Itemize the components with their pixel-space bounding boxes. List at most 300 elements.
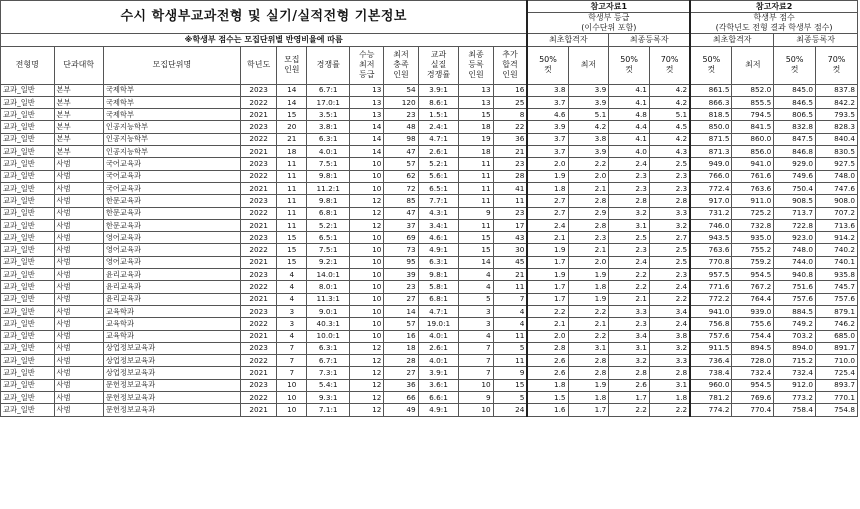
cell-csat-min: 12 [350, 404, 384, 416]
cell-track: 교과_일반 [1, 404, 55, 416]
cell-real-rate: 4.6:1 [418, 232, 459, 244]
cell-ref1-final-70: 2.2 [649, 404, 690, 416]
cell-quota: 11 [277, 182, 307, 194]
cell-additional: 45 [493, 256, 527, 268]
cell-min-met: 39 [384, 269, 418, 281]
cell-ref1-first-50: 3.8 [527, 84, 568, 96]
cell-ref2-first-low: 764.4 [732, 293, 774, 305]
table-row [1, 318, 858, 330]
cell-min-met: 69 [384, 232, 418, 244]
cell-additional: 16 [493, 84, 527, 96]
col-ref2-final-70-l2: 컷 [832, 65, 841, 75]
cell-track: 교과_일반 [1, 84, 55, 96]
cell-additional: 25 [493, 96, 527, 108]
cell-college: 본부 [54, 121, 103, 133]
cell-ref1-final-70: 2.3 [649, 170, 690, 182]
cell-additional: 21 [493, 146, 527, 158]
cell-ref1-first-low: 1.9 [568, 293, 609, 305]
cell-ref1-first-50: 2.1 [527, 318, 568, 330]
table-row [1, 244, 858, 256]
cell-track: 교과_일반 [1, 244, 55, 256]
cell-ref2-first-50: 949.0 [690, 158, 732, 170]
cell-csat-min: 10 [350, 182, 384, 194]
cell-ref2-first-low: 728.0 [732, 355, 774, 367]
cell-registered: 4 [459, 269, 493, 281]
cell-ref2-first-50: 871.5 [690, 133, 732, 145]
cell-ref1-first-low: 2.0 [568, 256, 609, 268]
cell-year: 2023 [240, 305, 276, 317]
page-title: 수시 학생부교과전형 및 실기/실적전형 기본정보 [1, 1, 528, 34]
col-unit: 모집단위명 [103, 46, 240, 84]
cell-year: 2023 [240, 195, 276, 207]
cell-ref2-first-low: 754.4 [732, 330, 774, 342]
cell-ref1-final-50: 3.4 [609, 330, 650, 342]
cell-csat-min: 12 [350, 207, 384, 219]
cell-csat-min: 12 [350, 379, 384, 391]
cell-ref2-first-50: 772.4 [690, 182, 732, 194]
cell-ref1-final-70: 3.1 [649, 379, 690, 391]
cell-ref2-first-low: 935.0 [732, 232, 774, 244]
cell-quota: 11 [277, 207, 307, 219]
cell-ref2-final-70: 927.5 [816, 158, 858, 170]
cell-ref2-final-50: 715.2 [774, 355, 816, 367]
cell-real-rate: 5.8:1 [418, 281, 459, 293]
cell-quota: 4 [277, 281, 307, 293]
cell-min-met: 23 [384, 281, 418, 293]
cell-rate: 9.8:1 [307, 170, 350, 182]
cell-ref1-first-50: 3.7 [527, 133, 568, 145]
cell-ref1-final-50: 4.1 [609, 133, 650, 145]
cell-ref1-first-low: 2.8 [568, 355, 609, 367]
cell-real-rate: 5.2:1 [418, 158, 459, 170]
cell-quota: 4 [277, 293, 307, 305]
table-row [1, 109, 858, 121]
cell-unit: 한문교육과 [103, 219, 240, 231]
cell-ref1-first-low: 2.8 [568, 195, 609, 207]
cell-quota: 10 [277, 404, 307, 416]
cell-ref2-first-low: 769.6 [732, 392, 774, 404]
cell-track: 교과_일반 [1, 355, 55, 367]
cell-ref2-first-low: 941.0 [732, 158, 774, 170]
cell-unit: 국어교육과 [103, 170, 240, 182]
cell-track: 교과_일반 [1, 121, 55, 133]
cell-csat-min: 10 [350, 170, 384, 182]
cell-ref2-final-70: 746.2 [816, 318, 858, 330]
cell-track: 교과_일반 [1, 330, 55, 342]
cell-real-rate: 4.9:1 [418, 244, 459, 256]
cell-registered: 13 [459, 84, 493, 96]
cell-registered: 15 [459, 109, 493, 121]
cell-ref2-final-70: 837.8 [816, 84, 858, 96]
cell-college: 사범 [54, 244, 103, 256]
cell-track: 교과_일반 [1, 109, 55, 121]
cell-rate: 6.3:1 [307, 342, 350, 354]
cell-real-rate: 9.8:1 [418, 269, 459, 281]
cell-ref2-final-70: 893.7 [816, 379, 858, 391]
cell-ref2-final-70: 707.2 [816, 207, 858, 219]
table-row [1, 121, 858, 133]
cell-quota: 18 [277, 146, 307, 158]
col-year: 학년도 [240, 46, 276, 84]
cell-quota: 4 [277, 330, 307, 342]
cell-year: 2021 [240, 219, 276, 231]
cell-year: 2021 [240, 146, 276, 158]
cell-additional: 9 [493, 367, 527, 379]
cell-registered: 11 [459, 219, 493, 231]
cell-ref2-final-50: 758.4 [774, 404, 816, 416]
col-csat-min-l3: 등급 [359, 70, 375, 80]
cell-year: 2022 [240, 96, 276, 108]
cell-quota: 10 [277, 379, 307, 391]
cell-min-met: 47 [384, 207, 418, 219]
cell-ref1-first-low: 3.9 [568, 146, 609, 158]
cell-track: 교과_일반 [1, 379, 55, 391]
cell-year: 2021 [240, 330, 276, 342]
cell-registered: 15 [459, 244, 493, 256]
cell-quota: 7 [277, 367, 307, 379]
cell-track: 교과_일반 [1, 342, 55, 354]
cell-csat-min: 14 [350, 121, 384, 133]
cell-ref1-final-70: 2.8 [649, 195, 690, 207]
cell-csat-min: 12 [350, 367, 384, 379]
cell-ref2-final-50: 912.0 [774, 379, 816, 391]
cell-ref1-final-50: 2.2 [609, 281, 650, 293]
cell-registered: 3 [459, 318, 493, 330]
cell-ref1-final-70: 2.2 [649, 293, 690, 305]
cell-ref1-final-50: 2.8 [609, 195, 650, 207]
cell-real-rate: 4.3:1 [418, 207, 459, 219]
cell-track: 교과_일반 [1, 96, 55, 108]
cell-min-met: 95 [384, 256, 418, 268]
cell-quota: 10 [277, 392, 307, 404]
cell-min-met: 57 [384, 158, 418, 170]
cell-college: 사범 [54, 342, 103, 354]
col-ref2-final-70 [816, 46, 858, 84]
cell-registered: 11 [459, 182, 493, 194]
cell-ref2-final-50: 744.0 [774, 256, 816, 268]
table-row [1, 293, 858, 305]
cell-registered: 5 [459, 293, 493, 305]
cell-ref1-first-low: 2.8 [568, 367, 609, 379]
cell-ref1-first-low: 2.9 [568, 207, 609, 219]
cell-ref1-final-50: 2.1 [609, 293, 650, 305]
cell-ref1-final-70: 2.7 [649, 232, 690, 244]
cell-additional: 30 [493, 244, 527, 256]
cell-ref2-first-low: 725.2 [732, 207, 774, 219]
cell-registered: 7 [459, 355, 493, 367]
cell-ref1-final-70: 1.8 [649, 392, 690, 404]
col-ref1-final-50-l1: 50% [620, 55, 638, 65]
cell-csat-min: 12 [350, 219, 384, 231]
col-csat-min [350, 46, 384, 84]
col-ref2-final-50-l2: 컷 [790, 65, 799, 75]
col-ref1-final-70-l1: 70% [660, 55, 679, 65]
cell-ref1-final-50: 2.6 [609, 379, 650, 391]
cell-min-met: 54 [384, 84, 418, 96]
cell-ref2-first-50: 766.0 [690, 170, 732, 182]
cell-ref2-final-50: 940.8 [774, 269, 816, 281]
cell-registered: 4 [459, 330, 493, 342]
cell-additional: 11 [493, 330, 527, 342]
cell-ref1-first-low: 3.9 [568, 84, 609, 96]
cell-unit: 국제학부 [103, 84, 240, 96]
cell-ref2-first-50: 736.4 [690, 355, 732, 367]
cell-registered: 13 [459, 96, 493, 108]
cell-additional: 11 [493, 355, 527, 367]
cell-ref1-final-70: 4.3 [649, 146, 690, 158]
cell-additional: 41 [493, 182, 527, 194]
cell-ref1-first-50: 1.8 [527, 182, 568, 194]
cell-ref2-first-50: 738.4 [690, 367, 732, 379]
cell-ref2-first-50: 781.2 [690, 392, 732, 404]
cell-track: 교과_일반 [1, 207, 55, 219]
cell-ref2-final-70: 770.1 [816, 392, 858, 404]
cell-college: 사범 [54, 379, 103, 391]
cell-ref2-first-50: 731.2 [690, 207, 732, 219]
cell-ref2-first-50: 772.2 [690, 293, 732, 305]
cell-college: 사범 [54, 367, 103, 379]
table-row [1, 170, 858, 182]
cell-ref2-final-70: 740.1 [816, 256, 858, 268]
cell-ref1-final-50: 2.2 [609, 404, 650, 416]
cell-real-rate: 2.6:1 [418, 342, 459, 354]
cell-rate: 11.2:1 [307, 182, 350, 194]
cell-real-rate: 19.0:1 [418, 318, 459, 330]
col-min-met-l3: 인원 [393, 70, 409, 80]
col-ref1-first-50 [527, 46, 568, 84]
col-ref2-first-50-l2: 컷 [707, 65, 716, 75]
cell-ref2-final-70: 842.2 [816, 96, 858, 108]
cell-ref2-final-50: 894.0 [774, 342, 816, 354]
cell-year: 2022 [240, 244, 276, 256]
cell-real-rate: 3.6:1 [418, 379, 459, 391]
cell-ref1-first-low: 1.8 [568, 281, 609, 293]
cell-unit: 영어교육과 [103, 256, 240, 268]
cell-rate: 7.5:1 [307, 158, 350, 170]
ref1-final-reg-header: 최종등록자 [609, 34, 690, 46]
cell-ref1-first-50: 3.7 [527, 146, 568, 158]
cell-rate: 5.4:1 [307, 379, 350, 391]
cell-ref2-final-70: 935.8 [816, 269, 858, 281]
ref1-subtitle [527, 13, 690, 34]
cell-min-met: 23 [384, 109, 418, 121]
cell-track: 교과_일반 [1, 170, 55, 182]
cell-ref2-final-70: 685.0 [816, 330, 858, 342]
cell-additional: 24 [493, 404, 527, 416]
cell-track: 교과_일반 [1, 232, 55, 244]
cell-ref1-first-50: 2.7 [527, 207, 568, 219]
cell-ref1-final-70: 3.8 [649, 330, 690, 342]
col-ref1-final-50-l2: 컷 [625, 65, 633, 75]
cell-year: 2023 [240, 232, 276, 244]
cell-track: 교과_일반 [1, 392, 55, 404]
cell-quota: 3 [277, 305, 307, 317]
cell-additional: 11 [493, 195, 527, 207]
cell-additional: 23 [493, 158, 527, 170]
cell-quota: 14 [277, 96, 307, 108]
cell-real-rate: 3.9:1 [418, 367, 459, 379]
ref2-label: 참고자료2 [690, 1, 857, 13]
cell-ref2-final-50: 845.0 [774, 84, 816, 96]
col-ref1-final-50 [609, 46, 650, 84]
table-row [1, 269, 858, 281]
cell-quota: 11 [277, 158, 307, 170]
cell-ref1-final-50: 3.1 [609, 219, 650, 231]
cell-ref2-first-50: 770.8 [690, 256, 732, 268]
cell-track: 교과_일반 [1, 182, 55, 194]
cell-track: 교과_일반 [1, 256, 55, 268]
cell-ref1-first-50: 2.1 [527, 232, 568, 244]
cell-real-rate: 2.4:1 [418, 121, 459, 133]
cell-unit: 한문교육과 [103, 207, 240, 219]
cell-college: 사범 [54, 269, 103, 281]
cell-ref2-first-50: 941.0 [690, 305, 732, 317]
cell-registered: 11 [459, 170, 493, 182]
cell-ref2-first-50: 757.6 [690, 330, 732, 342]
col-additional-l3: 인원 [502, 70, 518, 80]
cell-year: 2021 [240, 367, 276, 379]
cell-additional: 4 [493, 318, 527, 330]
col-registered-l2: 등록 [468, 60, 484, 70]
cell-ref1-final-70: 3.3 [649, 355, 690, 367]
cell-ref1-final-50: 2.8 [609, 367, 650, 379]
cell-ref1-first-50: 2.6 [527, 367, 568, 379]
cell-year: 2021 [240, 109, 276, 121]
cell-ref2-first-low: 759.2 [732, 256, 774, 268]
cell-unit: 국제학부 [103, 109, 240, 121]
cell-ref1-first-50: 1.7 [527, 256, 568, 268]
cell-year: 2021 [240, 293, 276, 305]
cell-ref1-final-50: 4.1 [609, 84, 650, 96]
col-ref2-final-70-l1: 70% [827, 55, 846, 65]
cell-ref2-final-70: 914.2 [816, 232, 858, 244]
cell-ref2-first-low: 732.8 [732, 219, 774, 231]
cell-ref1-first-low: 1.9 [568, 379, 609, 391]
cell-min-met: 66 [384, 392, 418, 404]
cell-year: 2022 [240, 318, 276, 330]
cell-unit: 상업정보교육과 [103, 367, 240, 379]
cell-ref2-first-low: 911.0 [732, 195, 774, 207]
cell-year: 2023 [240, 121, 276, 133]
table-row [1, 404, 858, 416]
cell-ref2-final-70: 879.1 [816, 305, 858, 317]
cell-rate: 6.7:1 [307, 355, 350, 367]
cell-ref1-final-50: 2.3 [609, 170, 650, 182]
cell-year: 2022 [240, 170, 276, 182]
cell-college: 사범 [54, 207, 103, 219]
cell-ref2-final-50: 806.5 [774, 109, 816, 121]
cell-ref2-first-50: 771.6 [690, 281, 732, 293]
cell-ref1-final-50: 2.2 [609, 269, 650, 281]
cell-ref1-first-low: 3.9 [568, 96, 609, 108]
cell-rate: 17.0:1 [307, 96, 350, 108]
cell-ref2-first-50: 917.0 [690, 195, 732, 207]
cell-min-met: 18 [384, 342, 418, 354]
cell-college: 사범 [54, 293, 103, 305]
col-ref2-final-50-l1: 50% [785, 55, 804, 65]
cell-ref1-final-50: 4.1 [609, 96, 650, 108]
cell-csat-min: 10 [350, 256, 384, 268]
cell-csat-min: 12 [350, 342, 384, 354]
table-row [1, 232, 858, 244]
cell-real-rate: 5.6:1 [418, 170, 459, 182]
cell-ref1-first-50: 3.7 [527, 96, 568, 108]
cell-ref2-final-50: 773.2 [774, 392, 816, 404]
cell-ref2-first-low: 939.0 [732, 305, 774, 317]
cell-unit: 인공지능학부 [103, 133, 240, 145]
cell-unit: 교육학과 [103, 305, 240, 317]
cell-ref2-final-50: 884.5 [774, 305, 816, 317]
col-min-met-l1: 최저 [393, 50, 409, 60]
cell-real-rate: 8.6:1 [418, 96, 459, 108]
cell-ref2-final-50: 703.2 [774, 330, 816, 342]
cell-track: 교과_일반 [1, 318, 55, 330]
cell-csat-min: 13 [350, 96, 384, 108]
cell-college: 본부 [54, 84, 103, 96]
cell-quota: 7 [277, 355, 307, 367]
cell-registered: 15 [459, 232, 493, 244]
ref1-first-pass-header: 최초합격자 [527, 34, 608, 46]
cell-track: 교과_일반 [1, 133, 55, 145]
cell-csat-min: 13 [350, 109, 384, 121]
cell-ref1-first-low: 2.3 [568, 232, 609, 244]
cell-ref2-first-50: 756.8 [690, 318, 732, 330]
cell-unit: 윤리교육과 [103, 281, 240, 293]
cell-ref2-final-50: 722.8 [774, 219, 816, 231]
cell-ref1-first-low: 1.9 [568, 269, 609, 281]
cell-registered: 10 [459, 379, 493, 391]
col-ref1-first-50-l2: 컷 [544, 65, 552, 75]
cell-track: 교과_일반 [1, 305, 55, 317]
cell-ref2-first-low: 856.0 [732, 146, 774, 158]
cell-ref2-first-50: 861.5 [690, 84, 732, 96]
cell-ref1-first-low: 2.2 [568, 330, 609, 342]
cell-additional: 36 [493, 133, 527, 145]
cell-rate: 3.8:1 [307, 121, 350, 133]
cell-additional: 11 [493, 281, 527, 293]
cell-csat-min: 10 [350, 281, 384, 293]
cell-ref2-final-50: 908.5 [774, 195, 816, 207]
cell-registered: 14 [459, 256, 493, 268]
cell-min-met: 98 [384, 133, 418, 145]
col-quota-l1: 모집 [284, 55, 300, 65]
cell-rate: 6.8:1 [307, 207, 350, 219]
cell-ref1-first-low: 3.8 [568, 133, 609, 145]
cell-ref2-final-70: 891.7 [816, 342, 858, 354]
table-row [1, 330, 858, 342]
cell-additional: 8 [493, 109, 527, 121]
cell-quota: 15 [277, 109, 307, 121]
table-row [1, 342, 858, 354]
cell-quota: 11 [277, 170, 307, 182]
ref2-subtitle-line2: (각학년도 전형 결과 학생부 점수) [715, 23, 833, 33]
cell-track: 교과_일반 [1, 195, 55, 207]
cell-year: 2021 [240, 404, 276, 416]
cell-real-rate: 4.9:1 [418, 404, 459, 416]
cell-ref1-first-low: 2.8 [568, 219, 609, 231]
cell-registered: 9 [459, 207, 493, 219]
cell-ref2-final-50: 748.0 [774, 244, 816, 256]
cell-track: 교과_일반 [1, 158, 55, 170]
table-row [1, 379, 858, 391]
cell-ref1-final-50: 3.2 [609, 355, 650, 367]
cell-ref2-first-low: 770.4 [732, 404, 774, 416]
cell-real-rate: 4.7:1 [418, 133, 459, 145]
cell-ref2-final-70: 828.3 [816, 121, 858, 133]
cell-ref1-first-50: 3.9 [527, 121, 568, 133]
cell-college: 사범 [54, 219, 103, 231]
cell-ref2-first-low: 954.5 [732, 269, 774, 281]
